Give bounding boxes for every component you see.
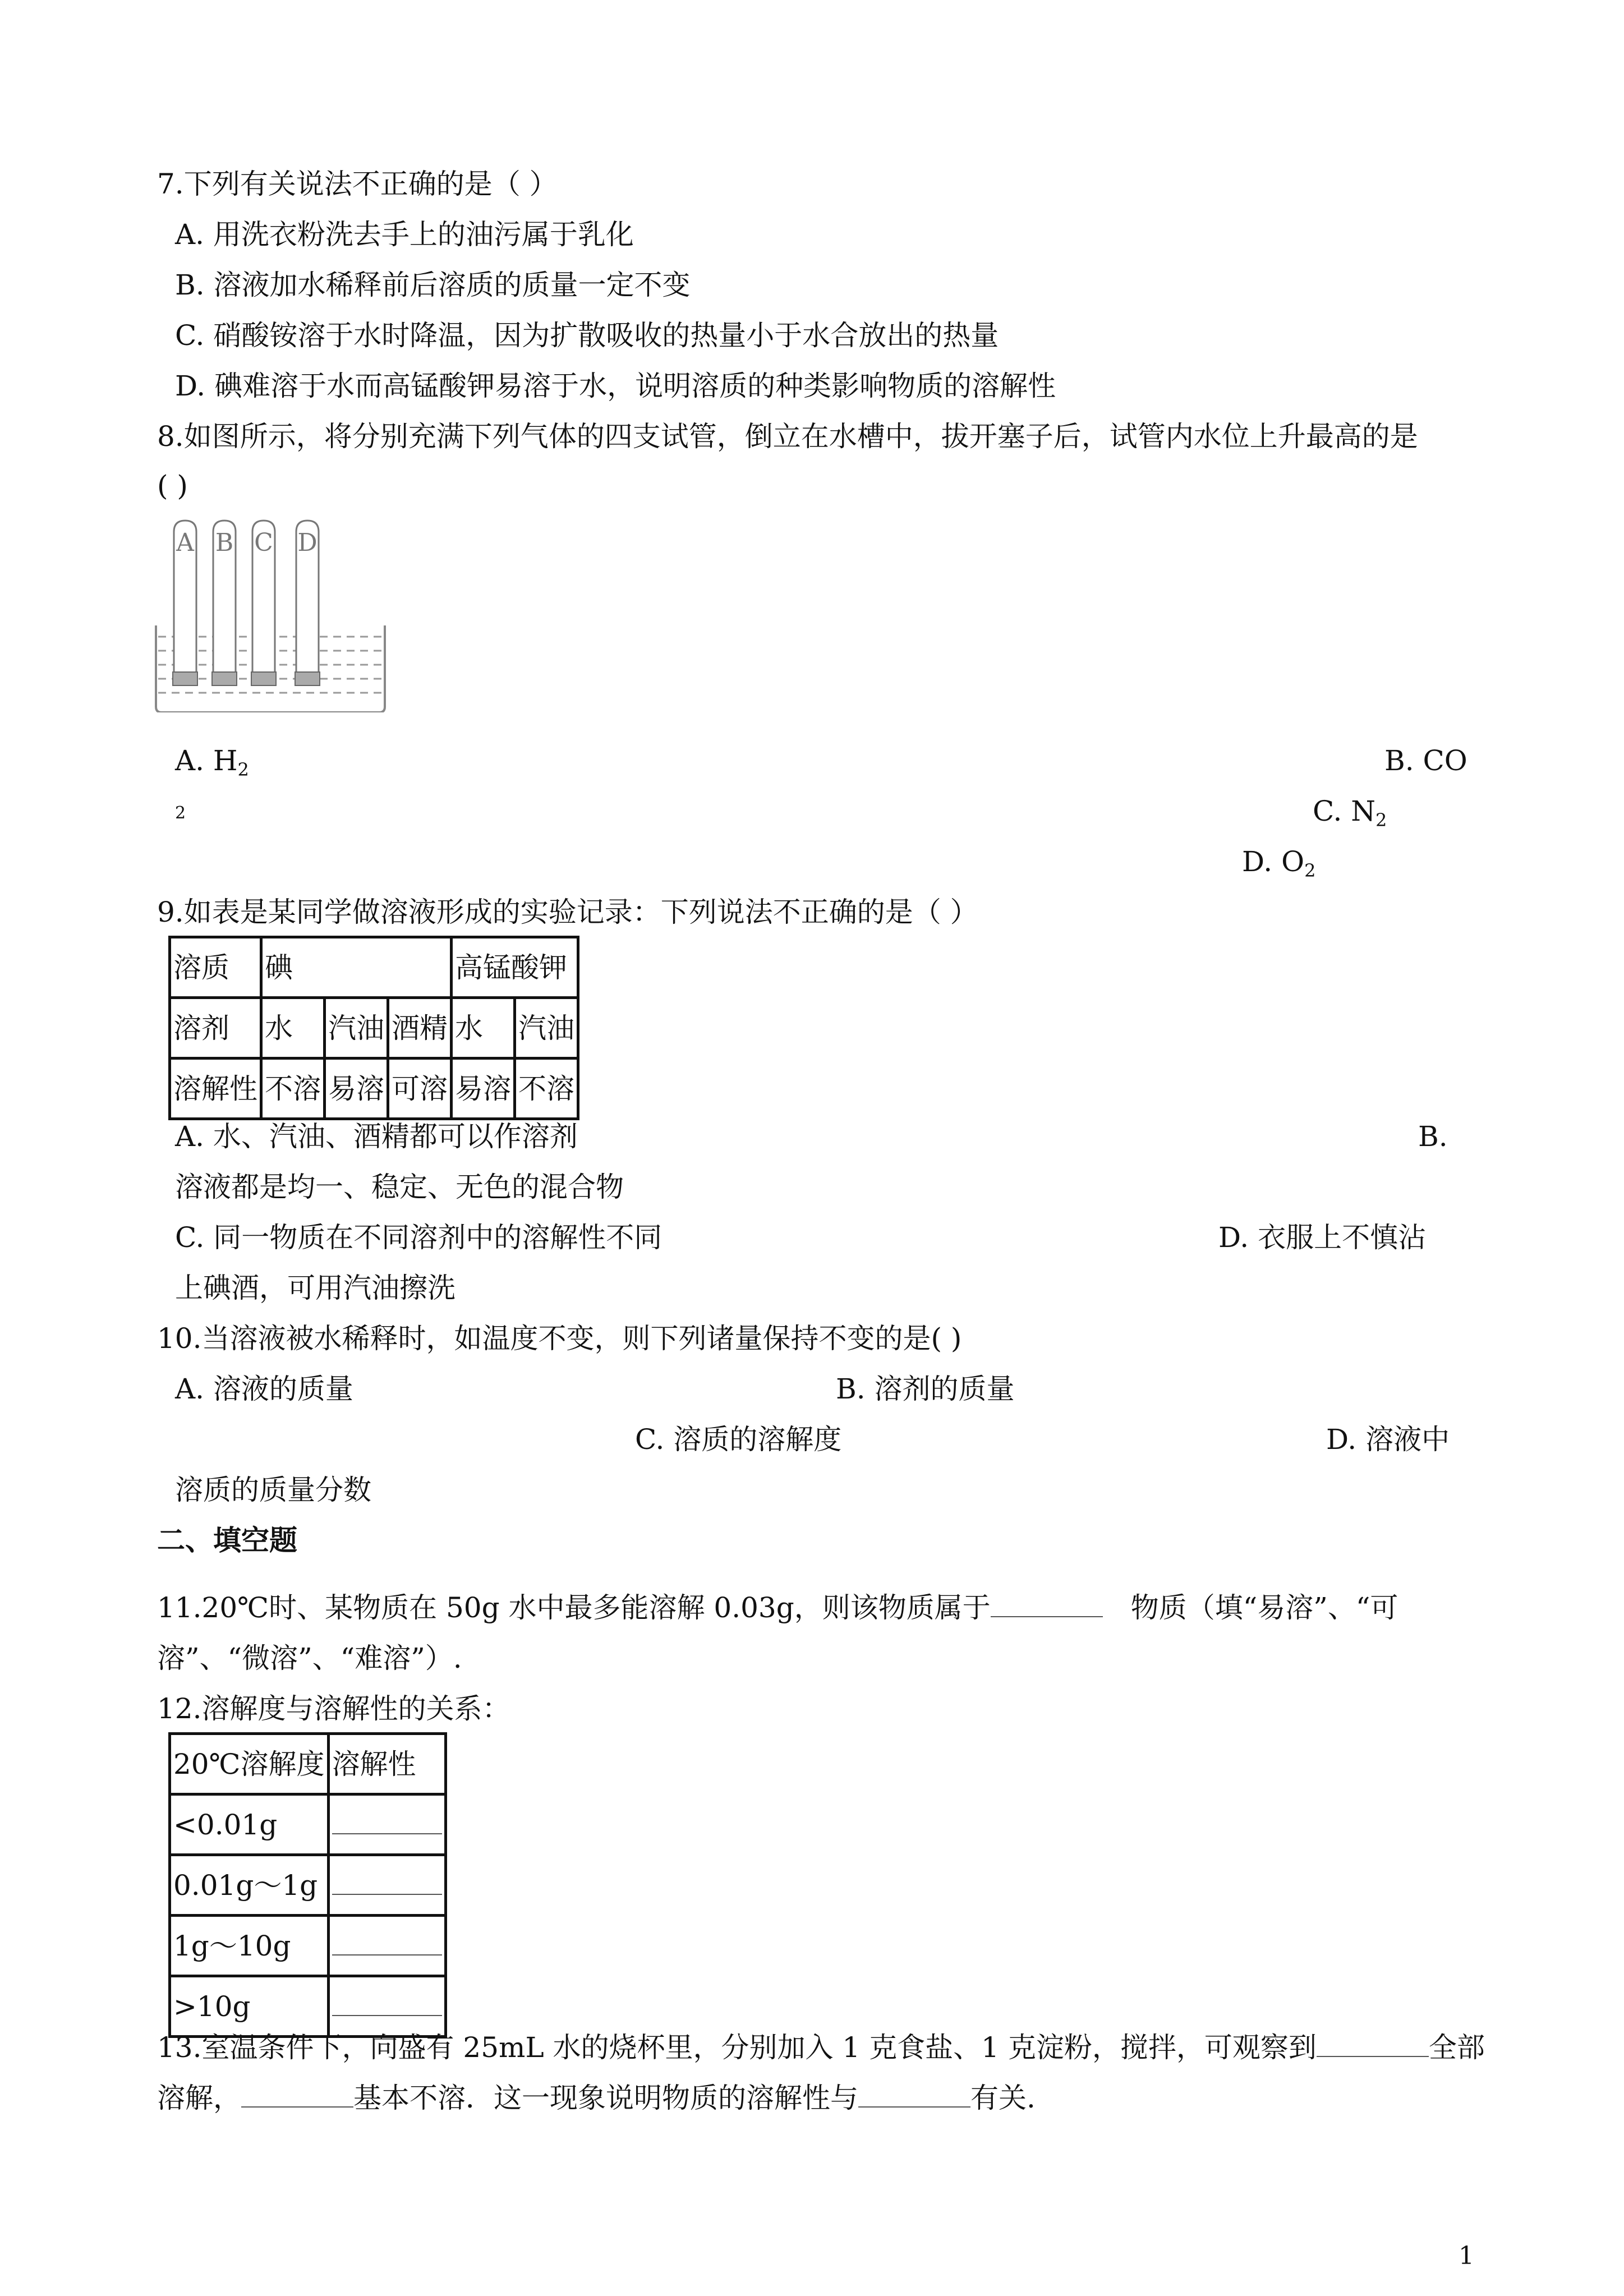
answer-blank[interactable]: [332, 1993, 442, 2016]
table-header: 20℃溶解度: [170, 1734, 329, 1795]
table-cell: 酒精: [388, 998, 452, 1059]
q10-option-c: C. 溶质的溶解度: [635, 1423, 842, 1456]
table-cell: 汽油: [515, 998, 578, 1059]
q7-stem: 7.下列有关说法不正确的是（ ）: [157, 168, 558, 200]
q8-option-b: B. CO: [1384, 744, 1467, 777]
section-title: 二、填空题: [157, 1524, 297, 1557]
q10-option-b: B. 溶剂的质量: [836, 1373, 1015, 1405]
table-row: [170, 1855, 446, 1916]
q8-option-b-wrap: 2: [175, 803, 186, 823]
q11-line2: 溶”、“微溶”、“难溶”）.: [157, 1642, 462, 1674]
table-row: [170, 1734, 446, 1795]
table-cell: 汽油: [325, 998, 388, 1059]
q7-option-b: B. 溶液加水稀释前后溶质的质量一定不变: [175, 269, 691, 301]
table-row: [170, 1916, 446, 1976]
tube-label-b: B: [215, 528, 234, 557]
tube-label-c: C: [254, 528, 273, 557]
q7-option-c: C. 硝酸铵溶于水时降温，因为扩散吸收的热量小于水合放出的热量: [175, 319, 999, 352]
table-cell: 可溶: [388, 1059, 452, 1119]
table-cell: <0.01g: [170, 1795, 329, 1855]
q10-stem: 10.当溶液被水稀释时，如温度不变，则下列诸量保持不变的是( ): [157, 1322, 962, 1355]
q13-line2: 溶解， 基本不溶．这一现象说明物质的溶解性与 有关.: [157, 2082, 1036, 2114]
q8-option-c: C. $N_2$: [1313, 795, 1387, 831]
q7-option-d: D. 碘难溶于水而高锰酸钾易溶于水，说明溶质的种类影响物质的溶解性: [175, 370, 1056, 402]
table-cell: 不溶: [261, 1059, 325, 1119]
table-cell: 水: [452, 998, 515, 1059]
answer-blank[interactable]: [991, 1591, 1103, 1617]
table-cell: 1g～10g: [170, 1916, 329, 1976]
answer-blank[interactable]: [332, 1811, 442, 1834]
table-header: 溶解性: [328, 1734, 445, 1795]
q9-stem: 9.如表是某同学做溶液形成的实验记录：下列说法不正确的是（ ）: [157, 896, 978, 928]
q8-option-a: A. $H_2$: [175, 744, 249, 780]
q8-answer-paren: ( ): [157, 470, 188, 502]
table-cell: 不溶: [515, 1059, 578, 1119]
q9-option-d: D. 衣服上不慎沾: [1218, 1221, 1427, 1254]
table-cell: 溶解性: [170, 1059, 261, 1119]
tube-label-d: D: [297, 528, 318, 557]
q8-stem: 8.如图所示，将分别充满下列气体的四支试管，倒立在水槽中，拔开塞子后，试管内水位上升最高的是: [157, 420, 1418, 453]
answer-cell[interactable]: [328, 1976, 445, 2037]
table-cell: >10g: [170, 1976, 329, 2037]
table-row: [170, 1795, 446, 1855]
answer-blank[interactable]: [1317, 2031, 1429, 2057]
q11-line1: 11.20℃时、某物质在 50g 水中最多能溶解 0.03g，则该物质属于 物质（填“易溶”、“可: [157, 1591, 1398, 1624]
q10-option-d-wrap: 溶质的质量分数: [175, 1474, 371, 1506]
table-cell: 高锰酸钾: [452, 937, 578, 998]
table-cell: 易溶: [325, 1059, 388, 1119]
answer-blank[interactable]: [332, 1932, 442, 1955]
table-row: [170, 998, 578, 1059]
answer-cell[interactable]: [328, 1795, 445, 1855]
test-tube-figure: [153, 516, 388, 712]
table-row: [170, 1976, 446, 2037]
q9-option-c: C. 同一物质在不同溶剂中的溶解性不同: [175, 1221, 663, 1254]
table-row: [170, 1059, 578, 1119]
table-cell: 溶质: [170, 937, 261, 998]
q9-table: [168, 936, 579, 1120]
table-cell: 碘: [261, 937, 452, 998]
answer-cell[interactable]: [328, 1916, 445, 1976]
page-number: 1: [1459, 2242, 1474, 2270]
table-cell: 0.01g～1g: [170, 1855, 329, 1916]
q9-option-a: A. 水、汽油、酒精都可以作溶剂: [175, 1120, 578, 1153]
table-cell: 水: [261, 998, 325, 1059]
q12-table: [168, 1732, 447, 2038]
q9-option-b-label: B.: [1418, 1120, 1448, 1153]
q10-option-d: D. 溶液中: [1326, 1423, 1450, 1456]
table-cell: 溶剂: [170, 998, 261, 1059]
q12-stem: 12.溶解度与溶解性的关系：: [157, 1692, 510, 1725]
q9-option-b-text: 溶液都是均一、稳定、无色的混合物: [175, 1171, 624, 1203]
answer-blank[interactable]: [858, 2082, 970, 2108]
q7-option-a: A. 用洗衣粉洗去手上的油污属于乳化: [175, 218, 634, 251]
answer-blank[interactable]: [241, 2082, 353, 2108]
answer-blank[interactable]: [332, 1871, 442, 1895]
tube-label-a: A: [176, 528, 194, 557]
q9-option-d-wrap: 上碘酒，可用汽油擦洗: [175, 1272, 456, 1304]
table-cell: 易溶: [452, 1059, 515, 1119]
q10-option-a: A. 溶液的质量: [175, 1373, 353, 1405]
table-row: [170, 937, 578, 998]
answer-cell[interactable]: [328, 1855, 445, 1916]
q8-option-d: D. $O_2$: [1242, 845, 1316, 881]
q13-line1: 13.室温条件下，向盛有 25mL 水的烧杯里，分别加入 1 克食盐、1 克淀粉，搅拌，可观察到 全部: [157, 2031, 1485, 2064]
